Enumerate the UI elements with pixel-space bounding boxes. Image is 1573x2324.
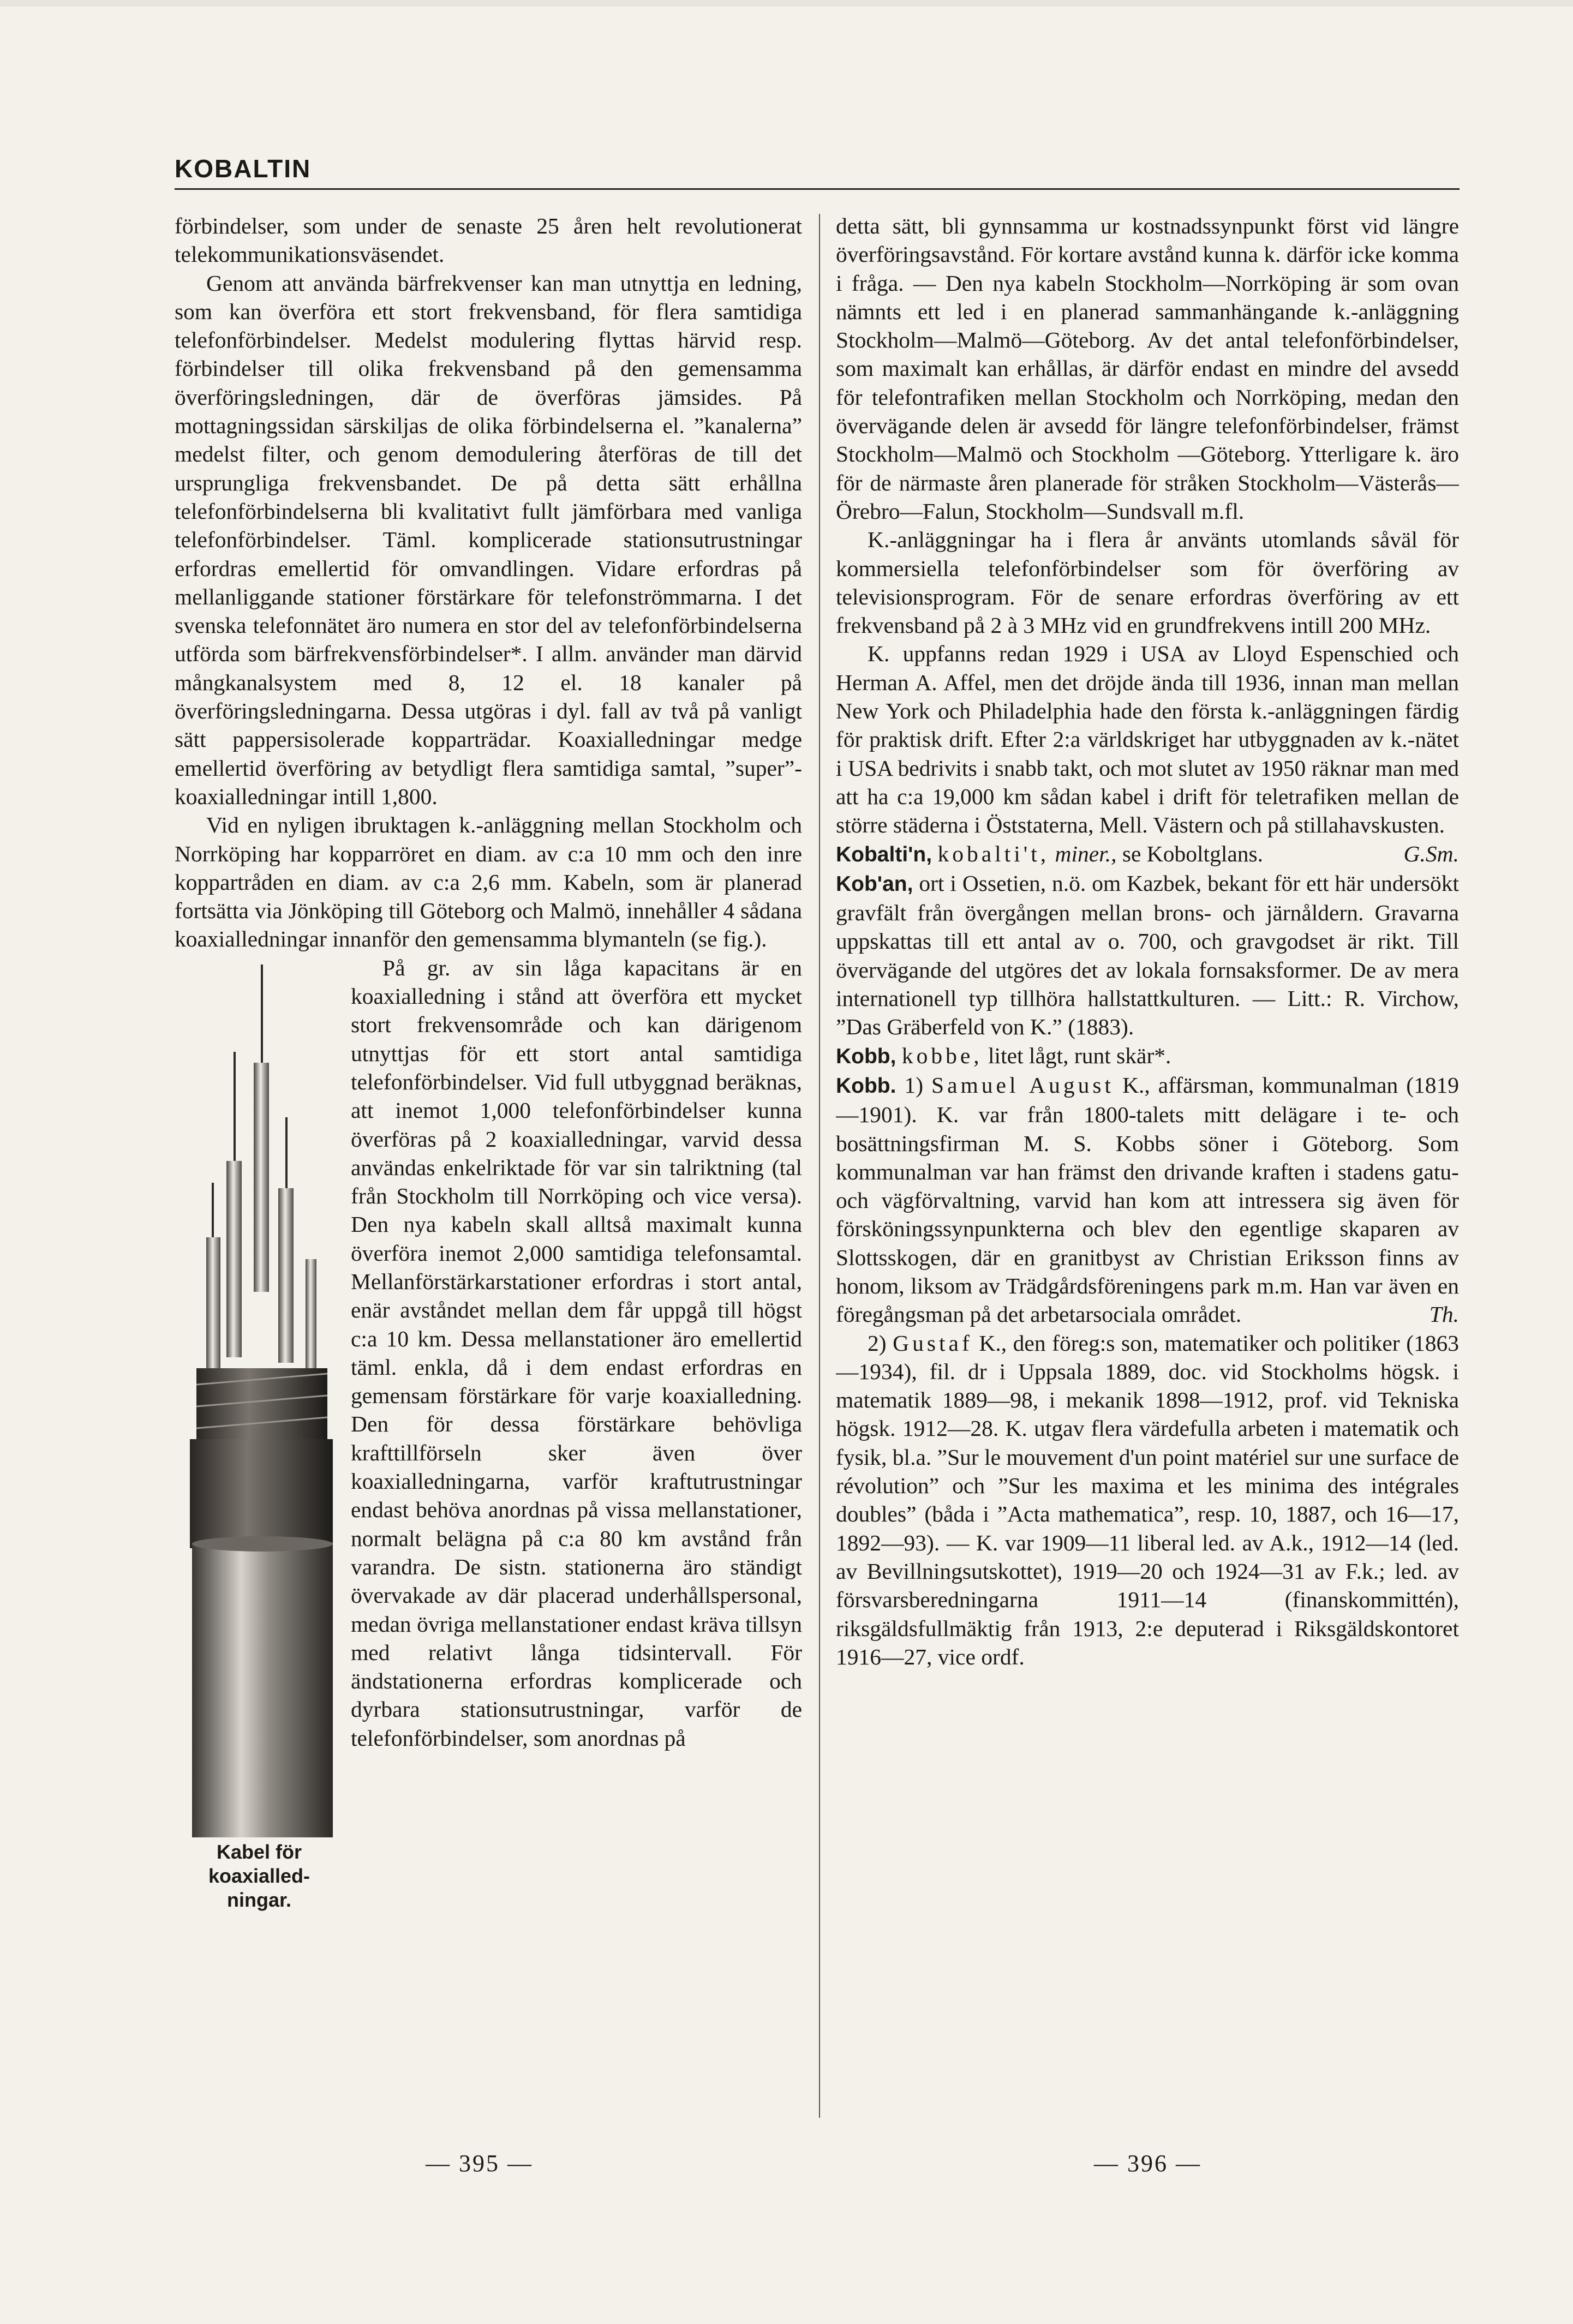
headword-kobb-1: Kobb, [836, 1044, 896, 1068]
right-paragraph-1: detta sätt, bli gynnsamma ur kostnadssynpunkt först vid längre överföringsavstånd. För kortare avstånd kunna k. därför icke komma i fråga. — Den nya kabeln Stockholm—Norrköping är som ovan nämnts ett led i en planerad sammanhängande k.-anläggning Stockholm—Malmö—Göteborg. Av det antal telefonförbindelser, som maximalt kan erhållas, är därför endast en mindre del avsedd för telefontrafiken mellan Stockholm och Norrköping, medan den övervägande delen är avsedd för längre telefonförbindelser, främst Stockholm—Malmö och Stockholm —Göteborg. Ytterligare k. äro för de närmaste åren planerade för stråken Stockholm—Västerås—Örebro—Falun, Stockholm—Sundsvall m.fl. [836, 213, 1459, 524]
cable-figure [175, 954, 341, 1911]
coaxial-cable-illustration [175, 954, 341, 1837]
pronunciation-kobb: kobbe, [901, 1043, 983, 1068]
entry-kobaltin [836, 840, 1459, 869]
entry-kobb-2-number-2: 2) [868, 1330, 887, 1356]
column-divider [819, 214, 820, 2118]
left-paragraph-1: förbindelser, som under de senaste 25 åren helt revolutionerat telekommunikationsväsendet. [175, 213, 802, 267]
headword-kobaltin: Kobalti'n, [836, 842, 932, 866]
headword-koban: Kob'an, [836, 872, 913, 896]
entry-kobb-1 [836, 1041, 1459, 1071]
left-paragraph-2: Genom att använda bärfrekvenser kan man utnyttja en ledning, som kan överföra ett stort frekvensband, för flera samtidiga telefonförbindelser. Medelst modulering flyttas härvid resp. förbindelser till olika frekvensband på den gemensamma överföringsledningen, där de överföras jämsides. På mottagningssidan särskiljas de olika förbindelserna el. ”kanalerna” medelst filter, och genom demodulering återföras de till det ursprungliga frekvensbandet. De på detta sätt erhållna telefonförbindelserna bli kvalitativt fullt jämförbara med vanliga telefonförbindelser. Täml. komplicerade stationsutrustningar erfordras emellertid för omvandlingen. Vidare erfordras på mellanliggande stationer förstärkare för telefonströmmarna. I det svenska telefonnätet äro numera en stor del av telefonförbindelserna utförda som bärfrekvensförbindelser*. I allm. använder man därvid mångkanalsystem med 8, 12 el. 18 kanaler på överföringsledningarna. Dessa utgöras i dyl. fall av två på vanligt sätt pappersisolerade kopparträdar. Koaxialledningar medge emellertid överföring av betydligt flera samtidiga samtal, ”super”-koaxialledningar intill 1,800. [175, 270, 802, 809]
entry-kobb-2-sub-2 [836, 1329, 1459, 1672]
entry-koban-text: ort i Ossetien, n.ö. om Kazbek, bekant för ett här undersökt gravfält från övergången mellan brons- och järnåldern. Gravarna uppskattas till ett antal av o. 700, och gravgodset är rikt. Till övervägande del utgöres det av lokala fornsaksformer. De av mera internationell typ tillhöra hallstattkulturen. — Litt.: R. Virchow, ”Das Gräberfeld von K.” (1883). [836, 870, 1459, 1040]
author-signature-th: Th. [1429, 1302, 1459, 1327]
pronunciation-kobaltin: kobalti't, [937, 841, 1050, 866]
entry-kobb-2 [836, 1071, 1459, 1329]
entry-kobb-1-text: litet lågt, runt skär*. [988, 1043, 1171, 1068]
scan-edge [0, 0, 1573, 7]
header-rule [175, 188, 1460, 190]
entry-kobb-2-text-1: K., affärsman, kommunalman (1819—1901). K. var från 1800-talets mitt delägare i te- och bosättningsfirman M. S. Kobbs söner i Göteborg. Som kommunalman var han främst den drivande kraften i stadens gatu- och vägförvaltning, varvid han kom att intressera sig även för försköningssynpunkterna och blev den egentlige skaparen av Slottsskogen, där en granitbyst av Christian Eriksson finns av honom, liksom av Trädgårdsföreningens park m.m. Han var även en föregångsman på det arbetarsociala området. [836, 1072, 1459, 1327]
abbr-miner: miner., [1055, 841, 1117, 866]
left-paragraph-4: På gr. av sin låga kapacitans är en koaxialledning i stånd att överföra ett mycket stort frekvensområde och kan därigenom utnyttjas för ett stort antal samtidiga telefonförbindelser. Vid full utbyggnad beräknas, att inemot 1,000 telefonförbindelser kunna överföras på 2 koaxialledningar, varvid dessa användas enkelriktade för var sin talriktning (tal från Stockholm till Norrköping och vice versa). Den nya kabeln skall alltså maximalt kunna överföra inemot 2,000 samtidiga telefonsamtal. Mellanförstärkarstationer erfordras i stort antal, enär avståndet mellan dem får uppgå till högst c:a 10 km. Dessa mellanstationer äro emellertid täml. enkla, då i dem endast erfordras en gemensam förstärkare för varje koaxialledning. Den för dessa förstärkare behövliga krafttillförseln sker även över koaxialledningarna, varför kraftutrustningar endast behöva anordnas på vissa mellanstationer, normalt belägna på c:a 80 km avstånd från varandra. De sistn. stationerna äro ständigt övervakade av där placerad underhållspersonal, medan övriga mellanstationer endast kräva tillsyn med relativt långa tidsintervall. För ändstationerna erfordras komplicerade och dyrbara stationsutrustningar, varför de telefonförbindelser, som anordnas på [351, 955, 802, 1751]
right-paragraph-3-text: K. uppfanns redan 1929 i USA av Lloyd Espenschied och Herman A. Affel, men det dröjde ända till 1936, innan man mellan New York och Philadelphia hade den första k.-anläggningen färdig för praktisk drift. Efter 2:a världskriget har utbyggnaden av k.-nätet i USA bedrivits i snabb takt, och mot slutet av 1950 räknar man med att ha c:a 19,000 km sådan kabel i drift för teletrafiken mellan de större städerna i Öststaterna, Mell. Västern och på stillahavskusten. [836, 641, 1459, 838]
running-head: KOBALTIN [175, 154, 312, 183]
author-signature-gsm: G.Sm. [1403, 841, 1459, 866]
left-column [175, 212, 802, 2132]
entry-kobb-2-text-2: K., den föreg:s son, matematiker och politiker (1863—1934), fil. dr i Uppsala 1889, doc. vid Stockholms högsk. i matematik 1889—98, i mekanik 1898—1912, prof. vid Tekniska högsk. 1912—28. K. utgav flera värdefulla arbeten i matematik och fysik, bl.a. ”Sur le mouvement d'un point matériel sur une surface de révolution” och ”Sur les maxima et les minima des intégrales doubles” (båda i ”Acta mathematica”, resp. 10, 1887, och 16—17, 1892—93). — K. var 1909—11 liberal led. av A.k., 1912—14 (led. av Bevillningsutskottet), 1919—20 och 1924—31 av F.k.; led. av försvarsberedningarna 1911—14 (finanskommittén), riksgäldsfullmäktig från 1913, 2:e deputerad i Riksgäldskontoret 1916—27, vice ordf. [836, 1330, 1459, 1669]
figure-caption: Kabel för koaxialled-ningar. [208, 1840, 310, 1911]
right-paragraph-2: K.-anläggningar ha i flera år använts utomlands såväl för kommersiella telefonförbindelser som för överföring av televisionsprogram. För de senare erfordras överföring av ett frekvensband på 2 à 3 MHz vid en grundfrekvens intill 200 MHz. [836, 527, 1459, 638]
right-column [836, 212, 1459, 2132]
entry-koban [836, 869, 1459, 1041]
entry-kobaltin-text: se Koboltglans. [1122, 841, 1264, 866]
person-name-gustaf: Gustaf [893, 1330, 973, 1356]
entry-kobb-2-number-1: 1) [904, 1072, 924, 1098]
page-number-right: — 396 — [1094, 2150, 1201, 2177]
headword-kobb-2: Kobb. [836, 1074, 896, 1098]
person-name-samuel-august: Samuel August [931, 1072, 1115, 1098]
page-number-left: — 395 — [426, 2150, 533, 2177]
left-paragraph-3: Vid en nyligen ibruktagen k.-anläggning mellan Stockholm och Norrköping har kopparröret en diam. av c:a 10 mm och den inre koppartråden en diam. av c:a 2,6 mm. Kabeln, som är planerad fortsätta via Jönköping till Göteborg och Malmö, innehåller 4 sådana koaxialledningar innanför den gemensamma blymanteln (se fig.). [175, 812, 802, 952]
